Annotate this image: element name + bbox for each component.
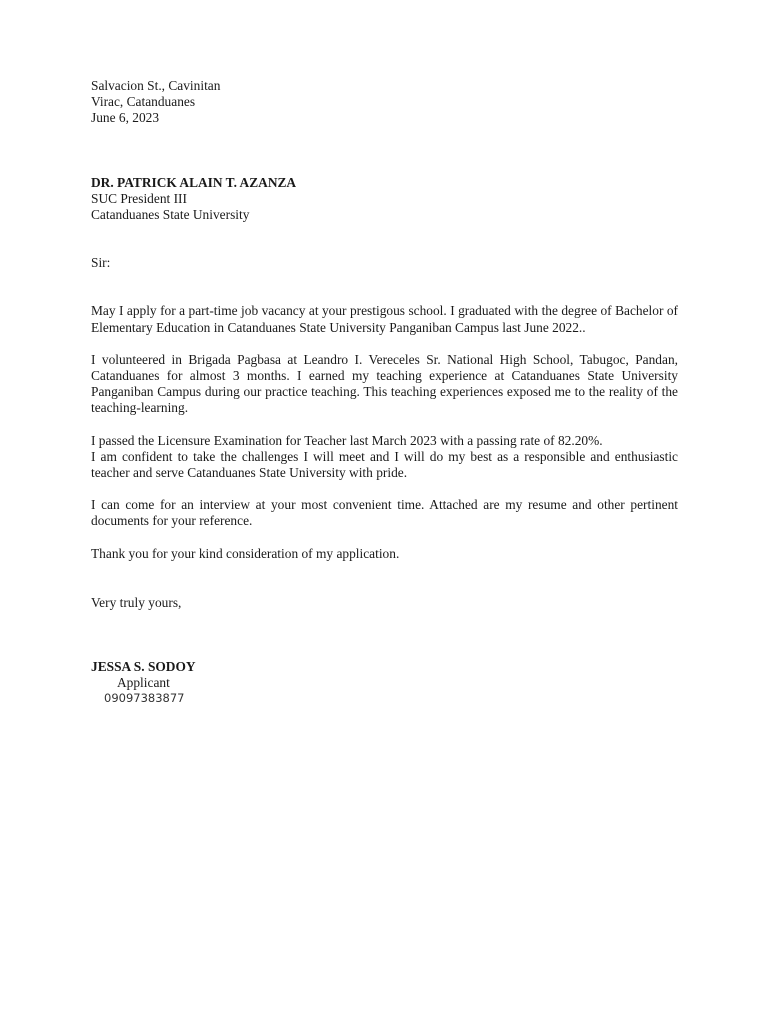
body-paragraph: I can come for an interview at your most convenient time. Attached are my resume and other pertinent documents for your reference.: [91, 497, 678, 529]
body-paragraph: I volunteered in Brigada Pagbasa at Leandro I. Vereceles Sr. National High School, Tabugoc, Pandan, Catanduanes for almost 3 months. I earned my teaching experience at Catanduanes State University Panganiban Campus during our practice teaching. This teaching experiences exposed me to the reality of the teaching-learning.: [91, 351, 678, 416]
spacer: [91, 562, 678, 595]
body-paragraph: Thank you for your kind consideration of my application.: [91, 545, 400, 561]
recipient-institution: Catanduanes State University: [91, 207, 250, 223]
body-paragraph: I passed the Licensure Examination for Teacher last March 2023 with a passing rate of 82.20%.: [91, 432, 603, 448]
letter-date: June 6, 2023: [91, 110, 160, 126]
letter-page: [91, 78, 678, 706]
signature-block: [91, 659, 678, 706]
spacer: [91, 127, 678, 175]
signer-title: Applicant: [117, 675, 170, 691]
salutation: Sir:: [91, 255, 111, 271]
sender-city: Virac, Catanduanes: [91, 94, 196, 110]
spacer: [91, 223, 678, 255]
body-paragraph: May I apply for a part-time job vacancy at your prestigous school. I graduated with the degree of Bachelor of Elementary Education in Catanduanes State University Panganiban Campus last June 2022..: [91, 303, 678, 335]
recipient-name: DR. PATRICK ALAIN T. AZANZA: [91, 174, 297, 190]
spacer: [91, 611, 678, 659]
spacer: [91, 271, 678, 303]
recipient-title: SUC President III: [91, 190, 187, 206]
sender-street: Salvacion St., Cavinitan: [91, 78, 221, 93]
sender-address: [91, 78, 678, 127]
closing: Very truly yours,: [91, 594, 182, 610]
recipient-block: [91, 175, 678, 224]
signer-phone: 09097383877: [104, 691, 185, 706]
body-paragraph: I am confident to take the challenges I will meet and I will do my best as a responsible and enthusiastic teacher and serve Catanduanes State University with pride.: [91, 448, 678, 481]
letter-body: [91, 303, 678, 561]
signer-name: JESSA S. SODOY: [91, 659, 196, 675]
